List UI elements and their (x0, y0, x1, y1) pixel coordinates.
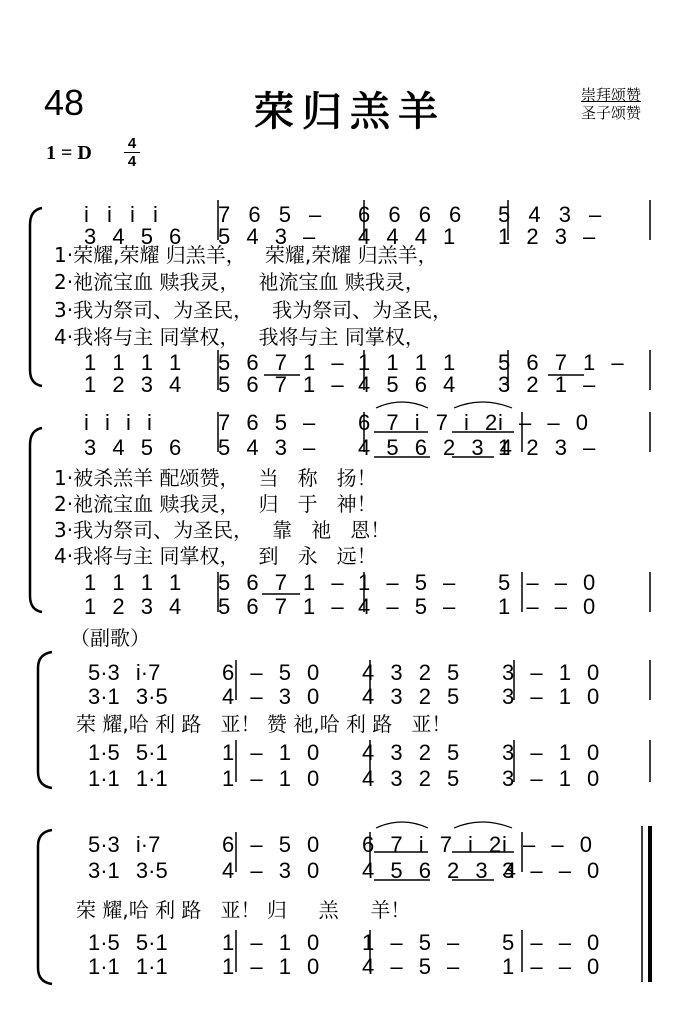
measure: 5·3 i·7 (88, 660, 161, 685)
system-1-verse-4: 4·我将与主 同掌权， 我将与主 同掌权， (54, 325, 425, 349)
system-1-soprano (84, 204, 638, 226)
measure: 6 6 6 6 (358, 202, 463, 227)
key-signature: 1 = D (46, 142, 92, 164)
measure: 4 3 2 5 (362, 684, 460, 709)
book-category-1: 崇拜颂赞 (581, 86, 642, 104)
measure: 5 6 7 1 – (218, 372, 344, 397)
measure: 7 6 5 – (218, 202, 323, 227)
system-4-bass (88, 956, 642, 978)
measure: 1·1 1·1 (88, 954, 168, 979)
bracket-system-3 (38, 652, 52, 788)
final-barline (642, 826, 650, 982)
measure: 5 6 7 1 – (218, 594, 344, 619)
measure: 3·1 3·5 (88, 858, 168, 883)
system-3-bass (88, 768, 642, 790)
measure: i i i i (84, 410, 152, 435)
system-2-verse-3: 3·我为祭司、为圣民， 靠 祂 恩！ (54, 518, 391, 542)
hymn-title: 荣归羔羊 (254, 89, 446, 135)
measure: 5 6 7 1 – (218, 350, 344, 375)
system-4-tenor (88, 932, 642, 954)
brackets (30, 208, 52, 984)
system-1-verse-1: 1·荣耀,荣耀 归羔羊， 荣耀,荣耀 归羔羊， (54, 243, 438, 267)
measure: 1 1 1 1 (84, 570, 182, 595)
measure: 3 4 5 6 (84, 224, 182, 249)
measure: 4 – 5 – (358, 594, 456, 619)
measure: 4 3 2 5 (362, 766, 460, 791)
measure: 1 – 5 – (358, 570, 456, 595)
measure: i i i i (84, 202, 159, 227)
measure: 6 – 5 0 (222, 832, 320, 857)
measure: 4 4 4 1 (358, 224, 456, 249)
bracket-system-2 (30, 428, 42, 612)
system-4-lyric: 荣 耀,哈 利 路 亚！ 归 羔 羊！ (76, 898, 411, 922)
measure: 3 – 1 0 (502, 660, 600, 685)
bracket-system-4 (38, 830, 52, 984)
measure: 5 4 3 – (218, 224, 316, 249)
refrain-label: （副歌） (70, 626, 150, 650)
measure: 1·5 5·1 (88, 740, 168, 765)
time-signature-top: 4 (127, 135, 137, 152)
system-3-lyric: 荣 耀,哈 利 路 亚！ 赞 祂,哈 利 路 亚！ (76, 712, 452, 736)
system-2-bass (84, 596, 638, 618)
hymn-number: 48 (44, 82, 85, 123)
measure: 4 5 6 2 3 4 (358, 435, 512, 460)
measure: 6 7 i 7 i 2 (358, 410, 498, 435)
system-2-soprano (84, 412, 638, 434)
measure: 1 – – 0 (502, 954, 600, 979)
measure: i – – 0 (502, 832, 592, 857)
measure: 1 – 5 – (362, 930, 460, 955)
measure: 1 – 1 0 (222, 930, 320, 955)
measure: 1 2 3 4 (84, 594, 182, 619)
system-3-soprano (88, 662, 642, 684)
measure: 5 4 3 – (498, 202, 603, 227)
measure: 3 – 1 0 (502, 766, 600, 791)
system-3-tenor (88, 742, 642, 764)
measure: 4 3 2 5 (362, 660, 460, 685)
measure: 5 4 3 – (218, 435, 316, 460)
measure: 1 – 1 0 (222, 766, 320, 791)
measure: 5 – – 0 (498, 570, 596, 595)
measure: 1 – 1 0 (222, 954, 320, 979)
system-2-tenor (84, 572, 638, 594)
measure: 4 – 3 0 (222, 858, 320, 883)
system-4-alto (88, 860, 642, 882)
measure: 1 1 1 1 (84, 350, 182, 375)
measure: 4 5 6 4 (358, 372, 456, 397)
system-3-alto (88, 686, 642, 708)
measure: 1 1 1 1 (358, 350, 456, 375)
book-category-2: 圣子颂赞 (581, 104, 642, 122)
measure: 5·3 i·7 (88, 832, 161, 857)
measure: 1 2 3 4 (84, 372, 182, 397)
measure: 5 – – 0 (502, 930, 600, 955)
measure: 6 7 i 7 i 2 (362, 832, 502, 857)
system-4-soprano (88, 834, 642, 856)
measure: 4 – 3 0 (222, 684, 320, 709)
system-1-verse-2: 2·祂流宝血 赎我灵， 祂流宝血 赎我灵， (54, 270, 425, 294)
system-2-alto (84, 437, 638, 459)
measure: 4 5 6 2 3 4 (362, 858, 516, 883)
measure: 7 6 5 – (218, 410, 316, 435)
measure: 3 4 5 6 (84, 435, 182, 460)
time-signature-bottom: 4 (127, 153, 137, 170)
measure: 1 2 3 – (498, 435, 596, 460)
measure: 3 2 1 – (498, 372, 596, 397)
measure: 4 3 2 5 (362, 740, 460, 765)
measure: 1·5 5·1 (88, 930, 168, 955)
system-2-verse-4: 4·我将与主 同掌权， 到 永 远！ (54, 544, 377, 568)
measure: 1 – – 0 (498, 594, 596, 619)
measure: 1 2 3 – (498, 224, 596, 249)
measure: 3·1 3·5 (88, 684, 168, 709)
bracket-system-1 (30, 208, 42, 386)
measure: 1 – 1 0 (222, 740, 320, 765)
measure: 6 – 5 0 (222, 660, 320, 685)
system-2-verse-1: 1·被杀羔羊 配颂赞， 当 称 扬！ (54, 466, 377, 490)
system-1-verse-3: 3·我为祭司、为圣民， 我为祭司、为圣民， (54, 298, 453, 322)
measure: 5 6 7 1 – (498, 350, 624, 375)
system-1-bass (84, 374, 638, 396)
measure: 5 6 7 1 – (218, 570, 344, 595)
system-1-tenor (84, 352, 638, 374)
system-2-verse-2: 2·祂流宝血 赎我灵， 归 于 神！ (54, 492, 377, 516)
measure: 4 – 5 – (362, 954, 460, 979)
measure: 1·1 1·1 (88, 766, 168, 791)
measure: 3 – 1 0 (502, 684, 600, 709)
measure: 3 – 1 0 (502, 740, 600, 765)
measure: 3 – – 0 (502, 858, 600, 883)
measure: i – – 0 (498, 410, 588, 435)
